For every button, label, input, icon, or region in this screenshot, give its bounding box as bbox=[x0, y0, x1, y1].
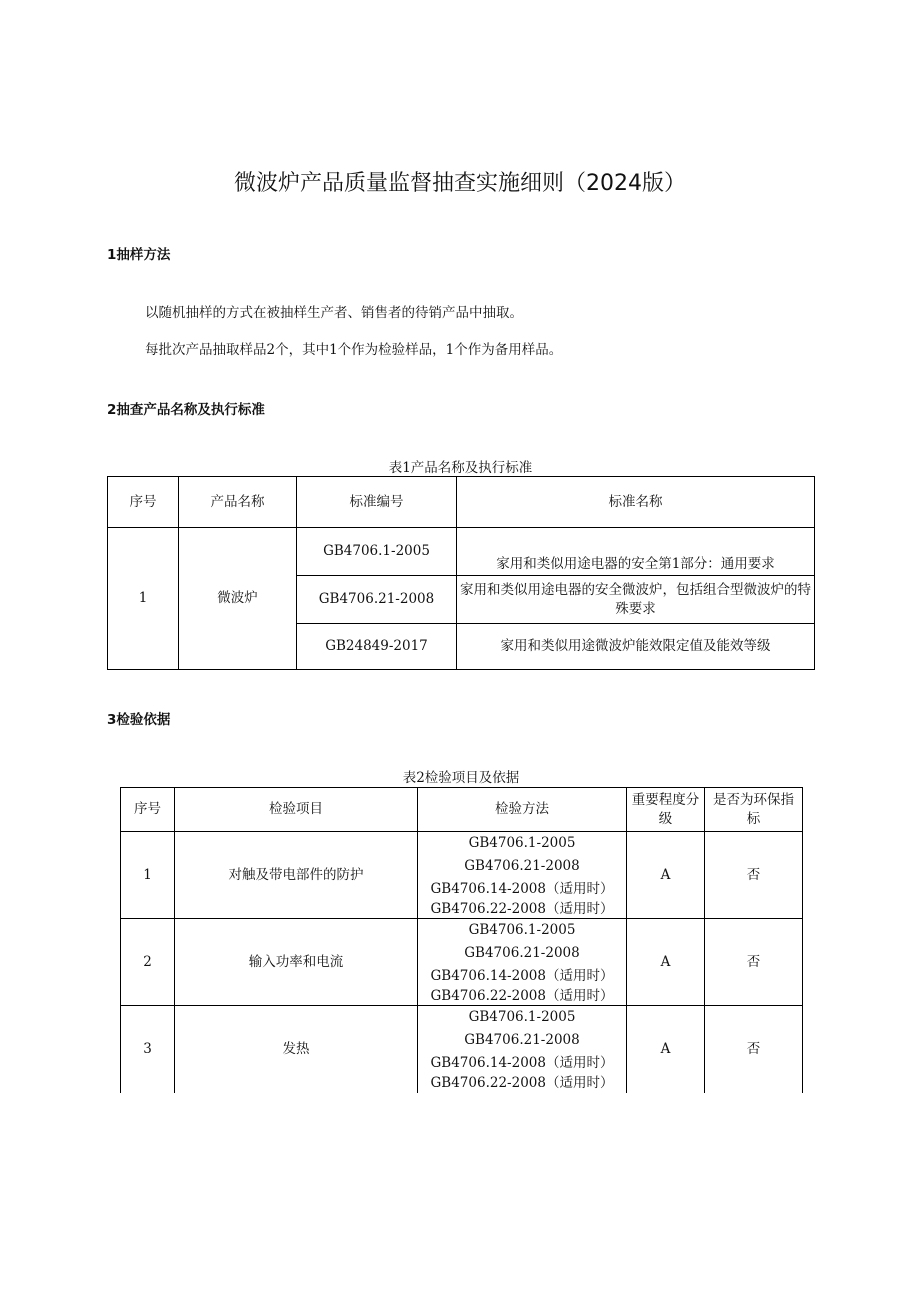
standard-code-cell: GB4706.21-2008 bbox=[297, 576, 457, 624]
table1-header-seq: 序号 bbox=[108, 477, 179, 528]
table2-item-cell: 对触及带电部件的防护 bbox=[175, 832, 418, 919]
table2-env-cell: 否 bbox=[705, 919, 803, 1006]
table1-caption: 表1产品名称及执行标准 bbox=[388, 460, 533, 476]
method-line: GB4706.14-2008（适用时） bbox=[430, 881, 614, 897]
section-heading-sampling: 1抽样方法 bbox=[107, 247, 171, 263]
table2-method-cell bbox=[418, 1006, 627, 1093]
table2-header-grade: 重要程度分级 bbox=[627, 788, 705, 832]
method-line: GB4706.14-2008（适用时） bbox=[430, 1055, 614, 1071]
paragraph-sampling-method: 以随机抽样的方式在被抽样生产者、销售者的待销产品中抽取。 bbox=[145, 305, 523, 321]
table2-caption: 表2检验项目及依据 bbox=[402, 770, 520, 786]
table2-method-cell bbox=[418, 919, 627, 1006]
page-title: 微波炉产品质量监督抽查实施细则（2024版） bbox=[234, 171, 686, 196]
table2-seq-cell: 1 bbox=[121, 832, 175, 919]
table2-grade-cell: A bbox=[627, 832, 705, 919]
table-row bbox=[108, 528, 815, 576]
table1-header-product: 产品名称 bbox=[179, 477, 297, 528]
standard-code-cell: GB24849-2017 bbox=[297, 624, 457, 670]
standard-code-cell: GB4706.1-2005 bbox=[297, 528, 457, 576]
method-line: GB4706.22-2008（适用时） bbox=[430, 901, 614, 917]
standard-name-cell: 家用和类似用途微波炉能效限定值及能效等级 bbox=[457, 624, 815, 670]
table2-item-cell: 输入功率和电流 bbox=[175, 919, 418, 1006]
method-line: GB4706.22-2008（适用时） bbox=[430, 1075, 614, 1091]
table2-grade-cell: A bbox=[627, 1006, 705, 1093]
table2-header-method: 检验方法 bbox=[418, 788, 627, 832]
table2-grade-cell: A bbox=[627, 919, 705, 1006]
method-line: GB4706.21-2008 bbox=[464, 945, 580, 961]
section-heading-products-standards: 2抽查产品名称及执行标准 bbox=[107, 402, 265, 418]
paragraph-sample-quantity: 每批次产品抽取样品2个，其中1个作为检验样品，1个作为备用样品。 bbox=[145, 342, 563, 358]
table1-header-code: 标准编号 bbox=[297, 477, 457, 528]
table1-header-name: 标准名称 bbox=[457, 477, 815, 528]
method-line: GB4706.1-2005 bbox=[468, 1009, 576, 1025]
method-line: GB4706.14-2008（适用时） bbox=[430, 968, 614, 984]
table2-env-cell: 否 bbox=[705, 832, 803, 919]
standard-name-cell: 家用和类似用途电器的安全微波炉，包括组合型微波炉的特殊要求 bbox=[457, 576, 815, 624]
standards-table bbox=[107, 476, 815, 670]
standard-name-cell: 家用和类似用途电器的安全第1部分：通用要求 bbox=[457, 528, 815, 576]
table1-header-row bbox=[108, 477, 815, 528]
method-line: GB4706.22-2008（适用时） bbox=[430, 988, 614, 1004]
method-line: GB4706.21-2008 bbox=[464, 1032, 580, 1048]
table2-item-cell: 发热 bbox=[175, 1006, 418, 1093]
table2-header-seq: 序号 bbox=[121, 788, 175, 832]
method-line: GB4706.21-2008 bbox=[464, 858, 580, 874]
table1-seq-cell: 1 bbox=[108, 528, 179, 670]
table1-product-cell: 微波炉 bbox=[179, 528, 297, 670]
method-line: GB4706.1-2005 bbox=[468, 835, 576, 851]
table-row bbox=[121, 919, 803, 1006]
table-row bbox=[121, 1006, 803, 1093]
method-line: GB4706.1-2005 bbox=[468, 922, 576, 938]
table2-header-row bbox=[121, 788, 803, 832]
table2-seq-cell: 2 bbox=[121, 919, 175, 1006]
inspection-items-table bbox=[120, 787, 803, 1093]
table2-header-env: 是否为环保指标 bbox=[705, 788, 803, 832]
table2-header-item: 检验项目 bbox=[175, 788, 418, 832]
table2-seq-cell: 3 bbox=[121, 1006, 175, 1093]
table2-env-cell: 否 bbox=[705, 1006, 803, 1093]
table-row bbox=[121, 832, 803, 919]
table2-method-cell bbox=[418, 832, 627, 919]
section-heading-inspection-basis: 3检验依据 bbox=[107, 712, 171, 728]
